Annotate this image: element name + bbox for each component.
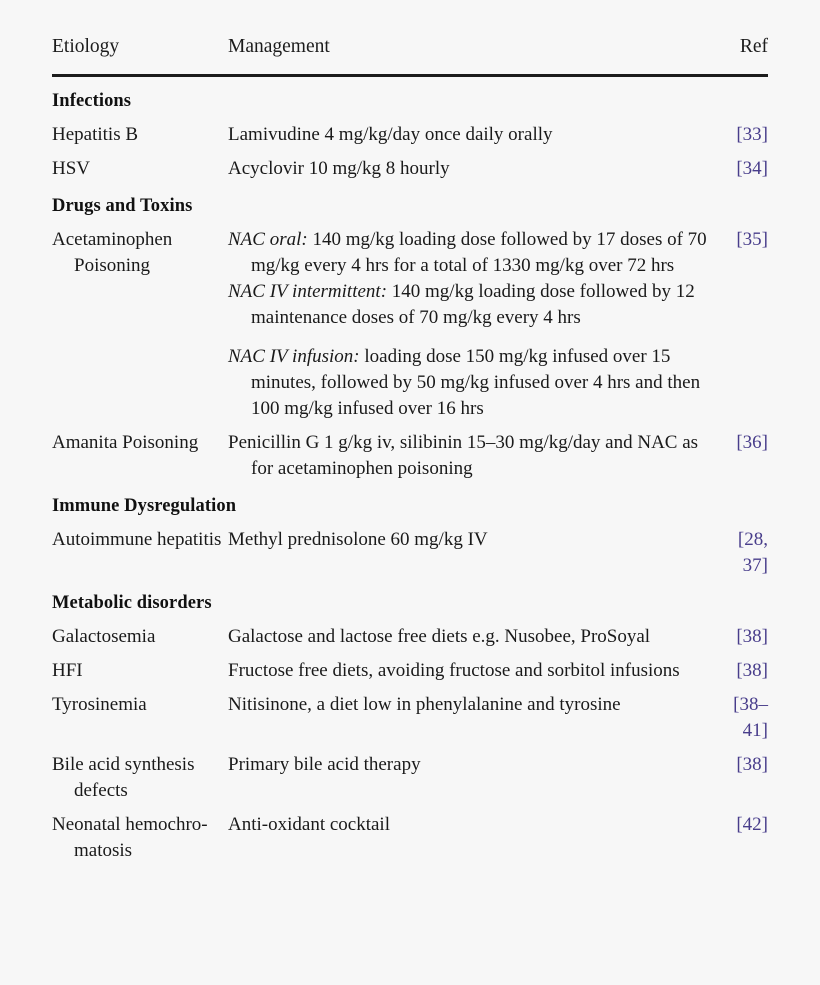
management-text: Methyl prednisolone 60 mg/kg IV <box>228 529 488 550</box>
etiology-text: Acetaminophen Poisoning <box>52 229 173 276</box>
cell-etiology <box>52 118 228 152</box>
reference-link[interactable]: [35] <box>736 229 768 250</box>
section-title: Immune Dysregulation <box>52 496 237 516</box>
reference-link[interactable]: [38–41] <box>733 694 768 741</box>
section-title: Infections <box>52 91 132 111</box>
column-header-ref: Ref <box>739 36 768 57</box>
etiology-text: Galactosemia <box>52 626 156 647</box>
management-lead-label: NAC IV intermittent: <box>228 281 388 302</box>
section-header-row <box>52 186 768 223</box>
section-header-cell <box>52 186 768 223</box>
cell-reference <box>722 118 768 152</box>
section-header-cell <box>52 583 768 620</box>
cell-management <box>228 808 722 868</box>
management-block-text: 140 mg/kg loading dose followed by 12 maintenance doses of 70 mg/kg every 4 hrs <box>251 281 695 328</box>
etiology-text: Bile acid synthesis defects <box>52 754 195 801</box>
cell-management <box>228 523 722 583</box>
etiology-text: Hepatitis B <box>52 124 139 145</box>
table-row <box>52 223 768 426</box>
management-block <box>228 344 722 422</box>
cell-reference <box>722 223 768 426</box>
management-text: Anti-oxidant cocktail <box>228 814 390 835</box>
cell-management <box>228 620 722 654</box>
cell-reference <box>722 688 768 748</box>
cell-management <box>228 748 722 808</box>
section-header-cell <box>52 486 768 523</box>
column-header-management: Management <box>228 36 330 57</box>
etiology-text: Tyrosinemia <box>52 694 147 715</box>
etiology-text: Neonatal hemochro-matosis <box>52 814 208 861</box>
cell-etiology <box>52 688 228 748</box>
reference-link[interactable]: [42] <box>736 814 768 835</box>
section-header-row <box>52 76 768 119</box>
etiology-text: Autoimmune hepatitis <box>52 529 222 550</box>
cell-etiology <box>52 152 228 186</box>
cell-etiology <box>52 426 228 486</box>
management-text: Primary bile acid therapy <box>228 754 421 775</box>
management-text: Lamivudine 4 mg/kg/day once daily orally <box>228 124 553 145</box>
cell-management <box>228 152 722 186</box>
cell-etiology <box>52 808 228 868</box>
reference-link[interactable]: [33] <box>736 124 768 145</box>
etiology-text: HSV <box>52 158 91 179</box>
cell-reference <box>722 620 768 654</box>
cell-management <box>228 223 722 426</box>
management-block-text: loading dose 150 mg/kg infused over 15 minutes, followed by 50 mg/kg infused over 4 hrs and then 100 mg/kg infused over 16 hrs <box>251 346 701 419</box>
table-body <box>52 76 768 869</box>
etiology-text: HFI <box>52 660 83 681</box>
cell-management <box>228 688 722 748</box>
cell-reference <box>722 426 768 486</box>
table-row <box>52 118 768 152</box>
cell-management <box>228 654 722 688</box>
table-row <box>52 688 768 748</box>
cell-reference <box>722 748 768 808</box>
reference-link[interactable]: [38] <box>736 754 768 775</box>
cell-management <box>228 118 722 152</box>
header-row <box>52 34 768 76</box>
table-container <box>0 34 820 985</box>
column-header-etiology: Etiology <box>52 36 120 57</box>
table-row <box>52 152 768 186</box>
reference-link[interactable]: [28, 37] <box>737 529 768 576</box>
table-header <box>52 34 768 76</box>
reference-link[interactable]: [38] <box>736 626 768 647</box>
table-row <box>52 426 768 486</box>
management-text: Acyclovir 10 mg/kg 8 hourly <box>228 158 450 179</box>
cell-reference <box>722 808 768 868</box>
table-row <box>52 808 768 868</box>
management-block-text: 140 mg/kg loading dose followed by 17 doses of 70 mg/kg every 4 hrs for a total of 1330 mg/kg over 72 hrs <box>251 229 707 276</box>
management-text: Nitisinone, a diet low in phenylalanine and tyrosine <box>228 694 621 715</box>
section-header-row <box>52 583 768 620</box>
section-header-row <box>52 486 768 523</box>
cell-etiology <box>52 223 228 426</box>
reference-link[interactable]: [34] <box>736 158 768 179</box>
management-text: Fructose free diets, avoiding fructose and sorbitol infusions <box>228 660 680 681</box>
cell-etiology <box>52 523 228 583</box>
etiology-text: Amanita Poisoning <box>52 432 199 453</box>
management-block <box>228 227 722 279</box>
cell-etiology <box>52 748 228 808</box>
management-text: Galactose and lactose free diets e.g. Nusobee, ProSoyal <box>228 626 651 647</box>
cell-etiology <box>52 654 228 688</box>
management-block <box>228 279 722 331</box>
cell-reference <box>722 152 768 186</box>
cell-reference <box>722 523 768 583</box>
management-text: Penicillin G 1 g/kg iv, silibinin 15–30 mg/kg/day and NAC as for acetaminophen poisoning <box>228 432 699 479</box>
reference-link[interactable]: [36] <box>736 432 768 453</box>
table-row <box>52 620 768 654</box>
cell-management <box>228 426 722 486</box>
section-title: Drugs and Toxins <box>52 196 193 216</box>
table-row <box>52 523 768 583</box>
table-row <box>52 748 768 808</box>
section-header-cell <box>52 76 768 119</box>
section-title: Metabolic disorders <box>52 593 212 613</box>
reference-link[interactable]: [38] <box>736 660 768 681</box>
etiology-management-table <box>52 34 768 868</box>
cell-etiology <box>52 620 228 654</box>
management-lead-label: NAC IV infusion: <box>228 346 360 367</box>
table-row <box>52 654 768 688</box>
cell-reference <box>722 654 768 688</box>
management-lead-label: NAC oral: <box>228 229 308 250</box>
